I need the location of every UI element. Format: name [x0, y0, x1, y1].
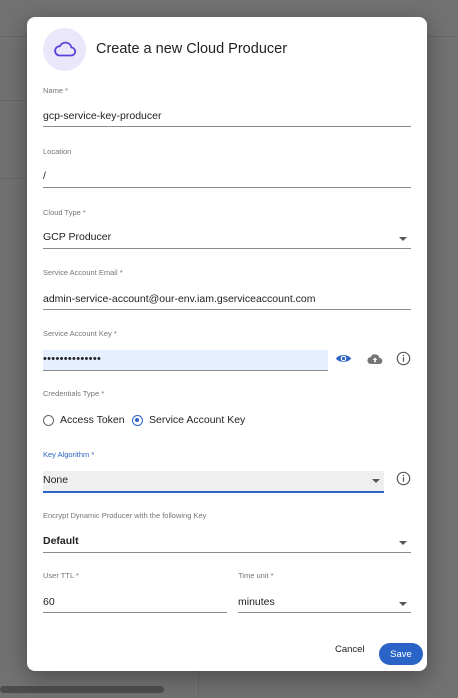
service-account-key-input[interactable]: •••••••••••••• — [43, 353, 102, 365]
key-algorithm-label: Key Algorithm * — [43, 450, 95, 459]
dialog-title: Create a new Cloud Producer — [96, 41, 288, 57]
service-account-email-field[interactable] — [43, 268, 411, 310]
cloud-type-underline — [43, 248, 411, 249]
save-button[interactable]: Save — [379, 643, 423, 665]
cloud-type-value: GCP Producer — [43, 231, 112, 243]
name-label: Name * — [43, 86, 69, 95]
user-ttl-input[interactable]: 60 — [43, 596, 55, 608]
cloud-upload-icon[interactable] — [367, 353, 383, 365]
user-ttl-label: User TTL * — [43, 571, 79, 580]
location-field[interactable] — [43, 147, 411, 189]
info-icon[interactable] — [396, 351, 411, 366]
backdrop-divider — [198, 671, 199, 698]
create-cloud-producer-dialog — [27, 17, 427, 671]
service-account-email-underline — [43, 309, 411, 310]
encrypt-key-label: Encrypt Dynamic Producer with the following Key — [43, 511, 207, 520]
service-account-key-option-label[interactable]: Service Account Key — [149, 414, 246, 426]
key-algorithm-select[interactable] — [43, 471, 384, 493]
user-ttl-field[interactable] — [43, 571, 227, 613]
service-account-key-underline — [43, 370, 328, 371]
chevron-down-icon[interactable] — [399, 237, 407, 241]
eye-icon[interactable] — [335, 352, 352, 365]
chevron-down-icon[interactable] — [399, 602, 407, 606]
radio-service-account-key[interactable] — [132, 415, 143, 426]
location-underline — [43, 187, 411, 188]
cloud-type-select[interactable] — [43, 208, 411, 250]
info-icon[interactable] — [396, 471, 411, 486]
time-unit-value: minutes — [238, 596, 275, 608]
backdrop-divider — [0, 100, 27, 101]
name-field[interactable] — [43, 86, 411, 128]
encrypt-key-underline — [43, 552, 411, 553]
service-account-key-field[interactable] — [43, 350, 411, 372]
user-ttl-underline — [43, 612, 227, 613]
key-algorithm-underline — [43, 491, 384, 493]
cloud-type-label: Cloud Type * — [43, 208, 86, 217]
name-underline — [43, 126, 411, 127]
time-unit-label: Time unit * — [238, 571, 274, 580]
credentials-type-label: Credentials Type * — [43, 389, 105, 398]
service-account-key-label: Service Account Key * — [43, 329, 117, 338]
location-input[interactable]: / — [43, 170, 46, 182]
time-unit-underline — [238, 612, 411, 613]
service-account-email-label: Service Account Email * — [43, 268, 123, 277]
time-unit-select[interactable] — [238, 571, 411, 613]
dialog-header — [43, 27, 287, 71]
radio-access-token[interactable] — [43, 415, 54, 426]
encrypt-key-value: Default — [43, 535, 79, 547]
chevron-down-icon[interactable] — [399, 541, 407, 545]
service-account-email-input[interactable]: admin-service-account@our-env.iam.gserviceaccount.com — [43, 293, 316, 305]
key-algorithm-value: None — [43, 474, 69, 486]
backdrop-divider — [0, 178, 27, 179]
cancel-button[interactable]: Cancel — [335, 644, 365, 655]
name-input[interactable]: gcp-service-key-producer — [43, 110, 162, 122]
cloud-icon — [43, 28, 86, 71]
key-algorithm-select-bg — [43, 471, 384, 491]
backdrop-scrollbar[interactable] — [0, 686, 164, 693]
location-label: Location — [43, 147, 72, 156]
access-token-option-label[interactable]: Access Token — [60, 414, 125, 426]
encrypt-key-select[interactable] — [43, 511, 411, 553]
chevron-down-icon[interactable] — [372, 479, 380, 483]
